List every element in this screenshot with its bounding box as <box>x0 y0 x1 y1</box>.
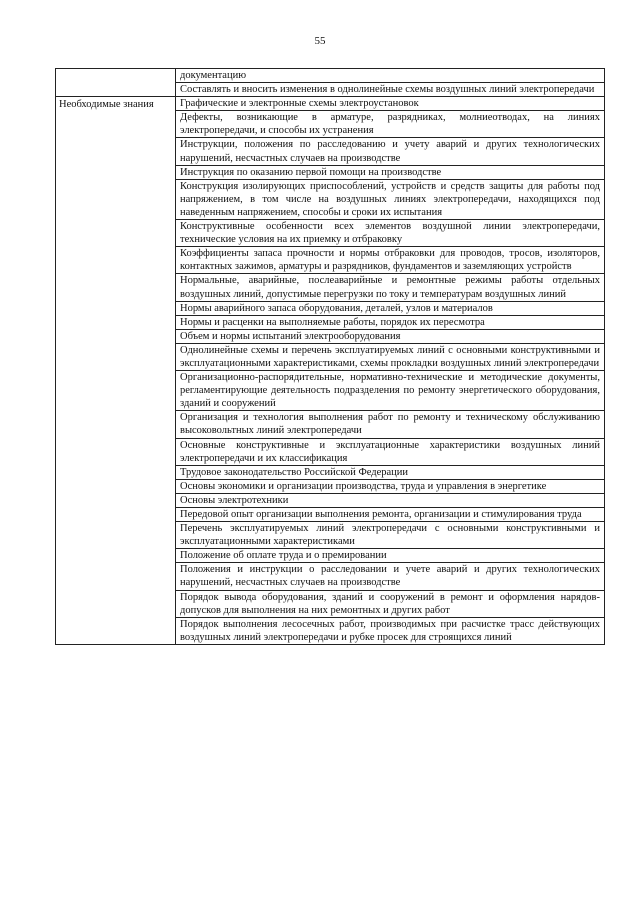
table-cell: документацию <box>180 70 247 81</box>
empty-label-cell <box>56 69 176 96</box>
table-cell: Дефекты, возникающие в арматуре, разрядниках, молниеотводах, на линиях электропередачи, и способы их устранения <box>176 110 604 137</box>
table-cell: Организационно-распорядительные, нормативно-технические и методические документы, регламентирующие деятельность подразделения по ремонту энергетического оборудования, зданий и сооружений <box>176 370 604 410</box>
table-row-knowledge <box>56 96 604 644</box>
table-cell: Организация и технология выполнения работ по ремонту и техническому обслуживанию высоковольтных линий электропередачи <box>176 410 604 437</box>
table-cell: Нормы аварийного запаса оборудования, деталей, узлов и материалов <box>176 301 604 315</box>
table-cell: Передовой опыт организации выполнения ремонта, организации и стимулирования труда <box>176 507 604 521</box>
table-cell: Нормы и расценки на выполняемые работы, порядок их пересмотра <box>176 315 604 329</box>
table-cell: Инструкция по оказанию первой помощи на производстве <box>176 165 604 179</box>
section-label: Необходимые знания <box>56 97 176 644</box>
table-cell: Графические и электронные схемы электроустановок <box>180 98 419 110</box>
table-cell: Порядок вывода оборудования, зданий и сооружений в ремонт и оформления нарядов-допусков для выполнения на них ремонтных и других работ <box>176 590 604 617</box>
table-cell: Трудовое законодательство Российской Федерации <box>176 465 604 479</box>
knowledge-list <box>176 97 604 644</box>
table-cell: Однолинейные схемы и перечень эксплуатируемых линий с основными конструктивными и эксплуатационными характеристиками, схемы прокладки воздушных линий электропередачи <box>176 343 604 370</box>
page-number: 55 <box>314 35 326 47</box>
table-cell: Нормальные, аварийные, послеаварийные и ремонтные режимы работы отдельных воздушных линий, допустимые перегрузки по току и температурам воздушных линий <box>176 273 604 300</box>
table-cell: Объем и нормы испытаний электрооборудования <box>176 329 604 343</box>
table-cell: Конструктивные особенности всех элементов воздушной линии электропередачи, технические условия на их приемку и отбраковку <box>176 219 604 246</box>
table-row-actions <box>56 69 604 96</box>
table-cell: Положения и инструкции о расследовании и учете аварий и других технологических нарушений, несчастных случаев на производстве <box>176 562 604 589</box>
table-cell: Положение об оплате труда и о премировании <box>176 548 604 562</box>
table-cell: Порядок выполнения лесосечных работ, производимых при расчистке трасс действующих воздушных линий электропередачи и рубке просек для строящихся линий <box>176 617 604 644</box>
table-cell: Конструкция изолирующих приспособлений, устройств и средств защиты для работы под напряжением, в том числе на воздушных линиях электропередачи, находящихся под наведенным напряжением, способы и сроки их испытания <box>176 179 604 219</box>
table-cell: Инструкции, положения по расследованию и учету аварий и других технологических нарушений, несчастных случаев на производстве <box>176 137 604 164</box>
requirements-table <box>55 68 605 645</box>
table-cell: Основные конструктивные и эксплуатационные характеристики воздушных линий электропередачи и их классификация <box>176 438 604 465</box>
actions-list <box>176 69 604 96</box>
table-cell: Составлять и вносить изменения в однолинейные схемы воздушных линий электропередачи <box>176 82 604 96</box>
table-cell: Коэффициенты запаса прочности и нормы отбраковки для проводов, тросов, изоляторов, контактных зажимов, арматуры и разрядников, фундаментов и заземляющих устройств <box>176 246 604 273</box>
table-cell: Основы электротехники <box>176 493 604 507</box>
table-cell: Основы экономики и организации производства, труда и управления в энергетике <box>176 479 604 493</box>
table-cell: Перечень эксплуатируемых линий электропередачи с основными конструктивными и эксплуатационными характеристиками <box>176 521 604 548</box>
